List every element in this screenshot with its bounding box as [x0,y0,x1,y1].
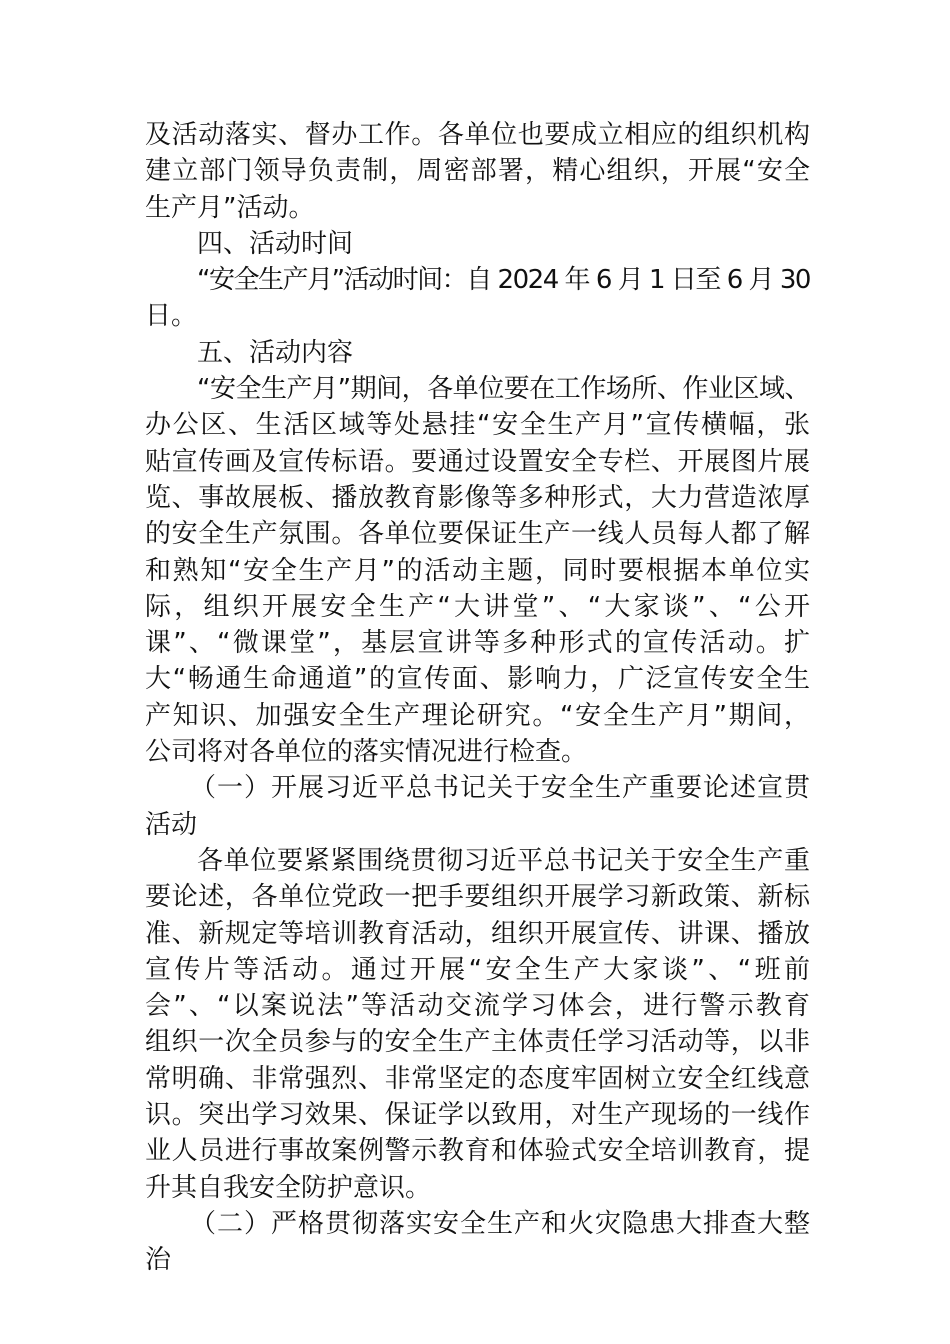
text-line: 准、新规定等培训教育活动，组织开展宣传、讲课、播放 [145,918,810,949]
text-line: 贴宣传画及宣传标语。要通过设置安全专栏、开展图片展 [145,446,810,477]
text-line: 生产月”活动。 [145,192,315,223]
text-line: 要论述，各单位党政一把手要组织开展学习新政策、新标 [145,882,810,913]
text-line: 产知识、加强安全生产理论研究。“安全生产月”期间， [145,700,810,731]
text-line: 业人员进行事故案例警示教育和体验式安全培训教育，提 [145,1136,810,1167]
section-heading: 四、活动时间 [197,228,354,259]
text-line: 的安全生产氛围。各单位要保证生产一线人员每人都了解 [145,519,810,550]
sub-heading: 治 [145,1245,172,1276]
text-line: “安全生产月”期间，各单位要在工作场所、作业区域、 [197,374,810,405]
text-line: 建立部门领导负责制，周密部署，精心组织，开展“安全 [145,156,810,187]
text-line: 及活动落实、督办工作。各单位也要成立相应的组织机构 [145,120,810,150]
text-line: 公司将对各单位的落实情况进行检查。 [145,737,588,768]
text-line: 览、事故展板、播放教育影像等多种形式，大力营造浓厚 [145,482,810,513]
section-heading: 五、活动内容 [197,337,354,368]
sub-heading: （一）开展习近平总书记关于安全生产重要论述宣贯 [190,773,810,804]
text-line: 组织一次全员参与的安全生产主体责任学习活动等，以非 [145,1027,810,1058]
text-line: “安全生产月”活动时间：自 2024 年 6 月 1 日至 6 月 30 [197,265,810,296]
text-line: 识。突出学习效果、保证学以致用，对生产现场的一线作 [145,1100,810,1131]
text-line: 会”、“以案说法”等活动交流学习体会，进行警示教育 [145,991,810,1022]
text-line: 常明确、非常强烈、非常坚定的态度牢固树立安全红线意 [145,1063,810,1094]
text-line: 宣传片等活动。通过开展“安全生产大家谈”、“班前 [145,954,810,985]
sub-heading: （二）严格贯彻落实安全生产和火灾隐患大排查大整 [190,1208,810,1239]
text-line: 各单位要紧紧围绕贯彻习近平总书记关于安全生产重 [197,845,810,876]
text-line: 升其自我安全防护意识。 [145,1172,432,1203]
text-line: 日。 [145,301,198,332]
text-line: 大“畅通生命通道”的宣传面、影响力，广泛宣传安全生 [145,664,810,695]
sub-heading: 活动 [145,809,198,840]
text-line: 际，组织开展安全生产“大讲堂”、“大家谈”、“公开 [145,591,810,622]
text-line: 和熟知“安全生产月”的活动主题，同时要根据本单位实 [145,555,810,586]
document-body [145,117,810,1279]
text-line: 课”、“微课堂”，基层宣讲等多种形式的宣传活动。扩 [145,628,810,659]
text-line: 办公区、生活区域等处悬挂“安全生产月”宣传横幅，张 [145,410,810,441]
